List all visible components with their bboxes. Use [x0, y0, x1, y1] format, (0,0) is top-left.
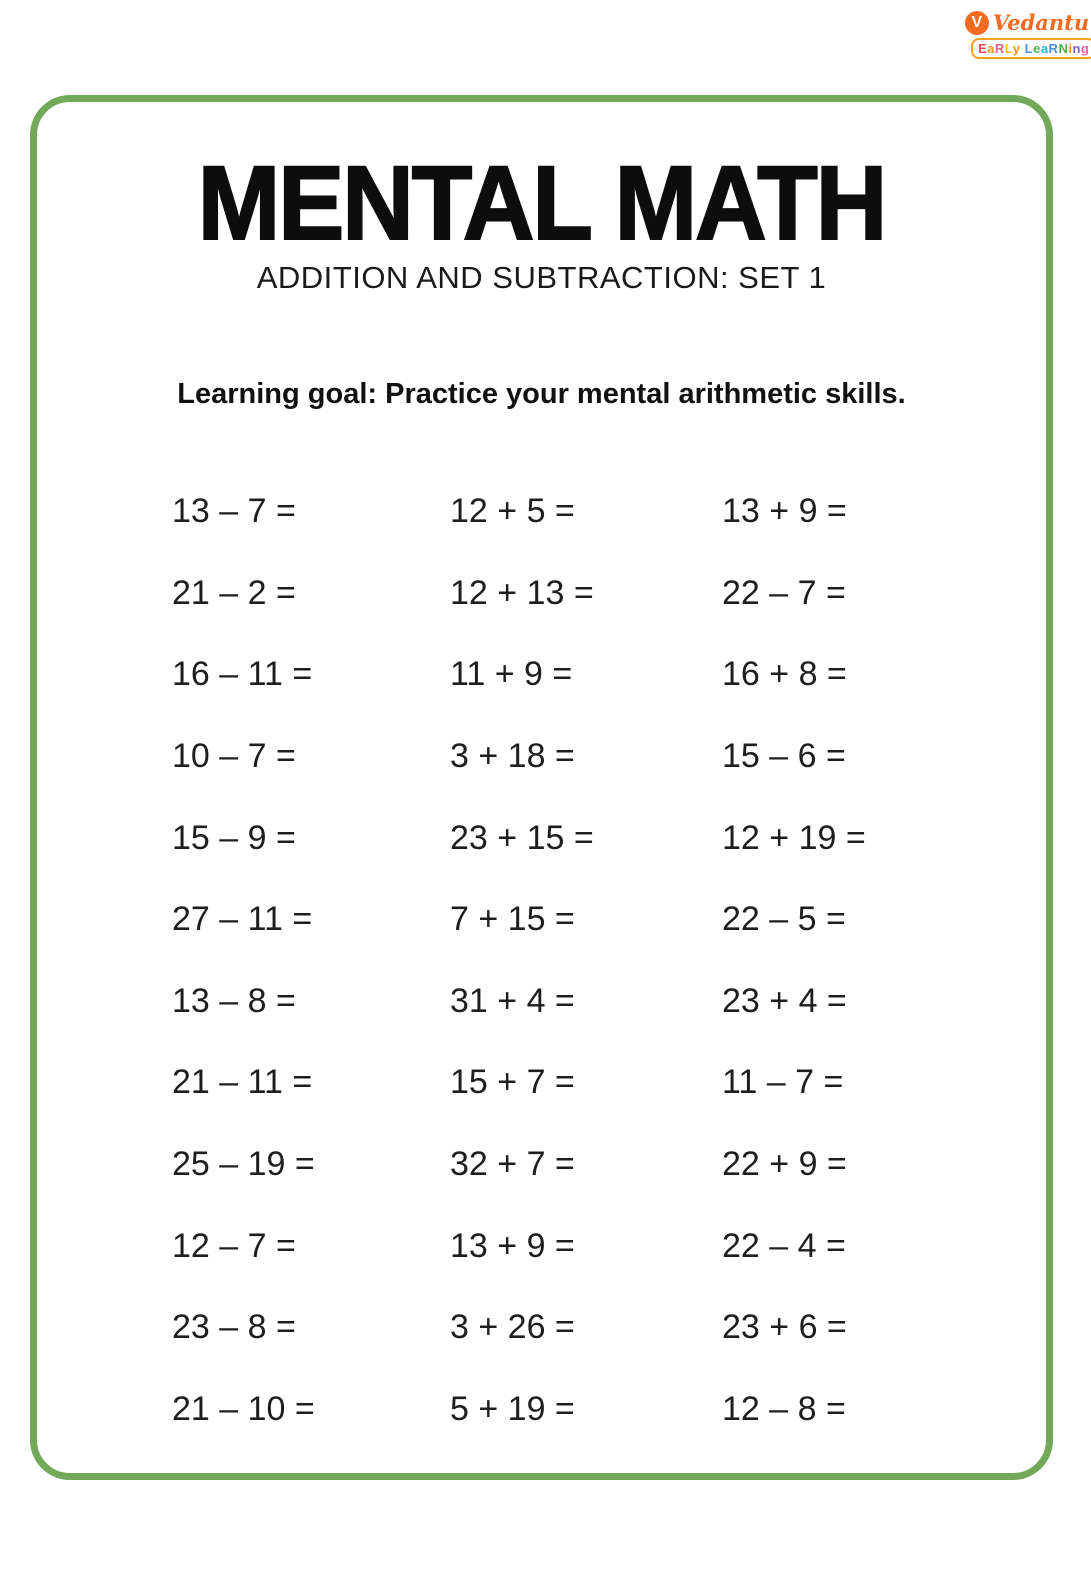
math-problem: 15 – 6 = [722, 737, 846, 776]
math-problem: 16 + 8 = [722, 655, 847, 694]
math-problem: 21 – 11 = [172, 1063, 313, 1102]
math-problem: 23 + 4 = [722, 981, 847, 1020]
math-problem: 7 + 15 = [450, 900, 575, 939]
math-problem: 15 + 7 = [450, 1063, 575, 1102]
math-problem: 13 – 7 = [172, 492, 296, 531]
math-problem: 13 – 8 = [172, 981, 296, 1020]
logo-brand-text: Vedantu [992, 10, 1090, 35]
math-problem: 22 – 5 = [722, 900, 846, 939]
math-problem: 12 – 8 = [722, 1389, 846, 1428]
problems-grid [37, 471, 1046, 1450]
math-problem: 27 – 11 = [172, 900, 313, 939]
page-title: MENTAL MATH [197, 143, 886, 262]
math-problem: 10 – 7 = [172, 737, 296, 776]
math-problem: 23 + 6 = [722, 1308, 847, 1347]
math-problem: 16 – 11 = [172, 655, 313, 694]
math-problem: 21 – 2 = [172, 573, 296, 612]
math-problem: 25 – 19 = [172, 1145, 315, 1184]
math-problem: 12 + 5 = [450, 492, 575, 531]
math-problem: 12 – 7 = [172, 1226, 296, 1265]
math-problem: 15 – 9 = [172, 818, 296, 857]
math-problem: 23 + 15 = [450, 818, 594, 857]
math-problem: 12 + 19 = [722, 818, 866, 857]
early-learning-badge: EaRLy LeaRNing [971, 38, 1091, 59]
math-problem: 5 + 19 = [450, 1389, 575, 1428]
math-problem: 13 + 9 = [450, 1226, 575, 1265]
math-problem: 11 + 9 = [450, 655, 573, 694]
math-problem: 3 + 18 = [450, 737, 575, 776]
math-problem: 21 – 10 = [172, 1389, 315, 1428]
math-problem: 32 + 7 = [450, 1145, 575, 1184]
logo-row [971, 10, 1090, 35]
math-problem: 3 + 26 = [450, 1308, 575, 1347]
worksheet-card [30, 95, 1053, 1480]
math-problem: 31 + 4 = [450, 981, 575, 1020]
math-problem: 22 – 4 = [722, 1226, 846, 1265]
page-subtitle: ADDITION AND SUBTRACTION: SET 1 [256, 260, 827, 295]
vedantu-v-icon: V [965, 11, 989, 35]
vedantu-logo [971, 10, 1090, 59]
math-problem: 12 + 13 = [450, 573, 594, 612]
math-problem: 13 + 9 = [722, 492, 847, 531]
math-problem: 22 – 7 = [722, 573, 846, 612]
math-problem: 23 – 8 = [172, 1308, 296, 1347]
learning-goal: Learning goal: Practice your mental arithmetic skills. [177, 378, 906, 410]
math-problem: 11 – 7 = [722, 1063, 844, 1102]
math-problem: 22 + 9 = [722, 1145, 847, 1184]
